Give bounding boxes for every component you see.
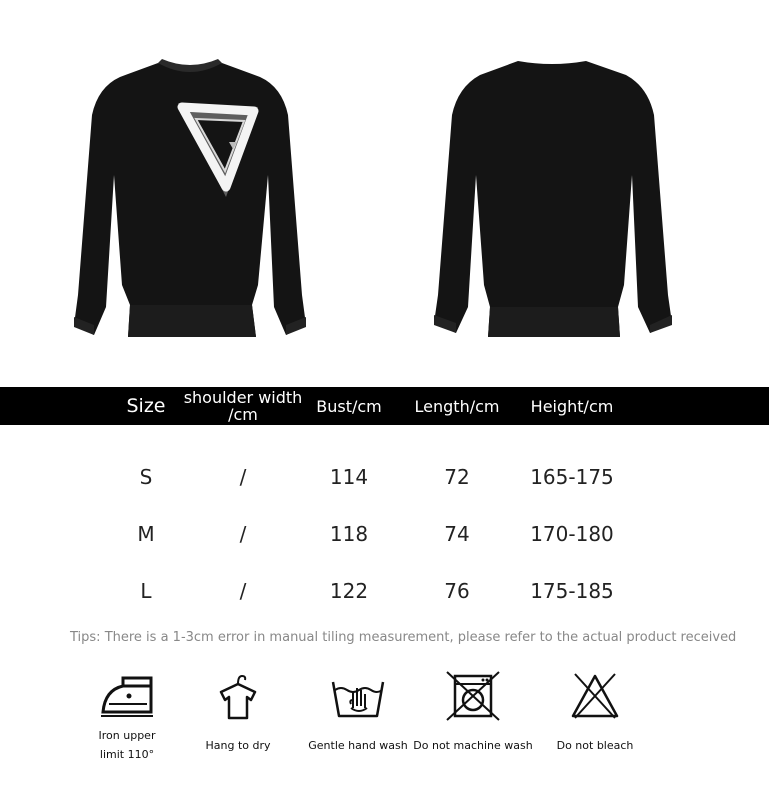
- header-shoulder-line2: /cm: [228, 405, 258, 424]
- cell-bust: 114: [329, 464, 369, 489]
- cell-height: 165-175: [530, 464, 614, 489]
- sweatshirt-front-image: [70, 55, 310, 345]
- cell-size: L: [140, 578, 152, 603]
- sweatshirt-back-image: [428, 55, 678, 345]
- no-bleach-icon: [569, 670, 621, 722]
- header-shoulder-line1: shoulder width: [183, 388, 303, 407]
- care-item-no-bleach: [535, 670, 655, 755]
- care-label-no-machine-wash: Do not machine wash: [413, 739, 533, 752]
- cell-bust: 122: [329, 578, 369, 603]
- header-shoulder-width: [180, 387, 306, 425]
- table-row: [0, 505, 769, 562]
- cell-size: M: [137, 521, 155, 546]
- care-label-iron-line2: limit 110°: [99, 748, 155, 761]
- size-chart-header: [0, 387, 769, 425]
- no-machine-wash-icon: [445, 670, 501, 722]
- table-row: [0, 448, 769, 505]
- cell-shoulder: /: [239, 578, 247, 603]
- care-label-hand-wash: Gentle hand wash: [308, 739, 408, 752]
- care-label-iron-line1: Iron upper: [98, 729, 156, 742]
- header-bust: Bust/cm: [316, 396, 382, 416]
- table-row: [0, 562, 769, 619]
- cell-length: 72: [444, 464, 470, 489]
- care-item-iron: [67, 670, 187, 764]
- care-item-hang-dry: [178, 670, 298, 755]
- header-size: Size: [126, 395, 166, 417]
- cell-shoulder: /: [239, 521, 247, 546]
- care-label-iron: [67, 726, 187, 764]
- product-photos: [0, 0, 769, 385]
- cell-length: 74: [444, 521, 470, 546]
- size-chart-table: [0, 387, 769, 619]
- care-item-no-machine-wash: [413, 670, 533, 755]
- cell-height: 170-180: [530, 521, 614, 546]
- header-length: Length/cm: [414, 396, 500, 416]
- care-label-hang-dry: Hang to dry: [205, 739, 271, 752]
- hand-wash-icon: [329, 670, 387, 722]
- cell-height: 175-185: [530, 578, 614, 603]
- cell-size: S: [139, 464, 153, 489]
- hang-dry-icon: [213, 670, 263, 722]
- measurement-tip: Tips: There is a 1-3cm error in manual tiling measurement, please refer to the actual product received: [70, 630, 737, 645]
- iron-icon: [97, 670, 157, 720]
- cell-length: 76: [444, 578, 470, 603]
- care-item-hand-wash: [298, 670, 418, 755]
- cell-shoulder: /: [239, 464, 247, 489]
- care-label-no-bleach: Do not bleach: [556, 739, 634, 752]
- cell-bust: 118: [329, 521, 369, 546]
- header-height: Height/cm: [530, 396, 614, 416]
- care-instructions: [0, 670, 769, 800]
